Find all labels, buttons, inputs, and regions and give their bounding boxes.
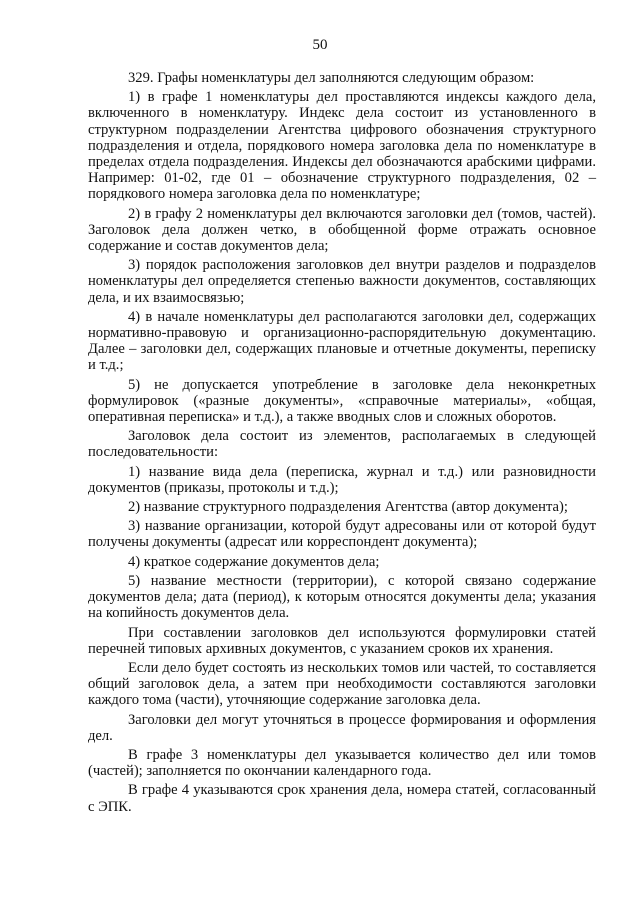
paragraph-item-3: 3) порядок расположения заголовков дел внутри разделов и подразделов номенклатуры дел определяется степенью важности документов, составляющих дела, и их взаимосвязью; xyxy=(88,257,596,306)
paragraph-column-3: В графе 3 номенклатуры дел указывается количество дел или томов (частей); заполняется по окончании календарного года. xyxy=(88,746,596,780)
paragraph-refinement: Заголовки дел могут уточняться в процессе формирования и оформления дел. xyxy=(88,711,596,744)
paragraph-329-intro: 329. Графы номенклатуры дел заполняются следующим образом: xyxy=(128,70,535,86)
paragraph-title-structure: Заголовок дела состоит из элементов, располагаемых в следующей последовательности: xyxy=(88,428,596,461)
paragraph-volumes: Если дело будет состоять из нескольких томов или частей, то составляется общий заголовок дела, а затем при необходимости составляются заголовки каждого тома (части), уточняющие содержание заголовка дела. xyxy=(88,659,596,709)
page-number: 50 xyxy=(312,37,328,53)
paragraph-item-4: 4) в начале номенклатуры дел располагаются заголовки дел, содержащих нормативно-правовую и организационно-распорядительную документацию. Далее – заголовки дел, содержащих плановые и отчетные документы, переписку и т.д.; xyxy=(88,308,596,374)
paragraph-column-4: В графе 4 указываются срок хранения дела, номера статей, согласованный с ЭПК. xyxy=(88,782,596,815)
paragraph-item-1: 1) в графе 1 номенклатуры дел проставляются индексы каждого дела, включенного в номенклатуру. Индекс дела состоит из установленного в структурном подразделении Агентства цифрового обозначения структурного подразделения и отдела, порядкового номера заголовка дела по номенклатуре в пределах отдела подразделения. Индексы дел обозначаются арабскими цифрами. Например: 01-02, где 01 – обозначение структурного подразделения, 02 – порядкового номера заголовка дела по номенклатуре; xyxy=(88,89,596,203)
paragraph-element-1: 1) название вида дела (переписка, журнал и т.д.) или разновидности документов (приказы, протоколы и т.д.); xyxy=(88,463,596,496)
paragraph-element-4: 4) краткое содержание документов дела; xyxy=(128,553,380,570)
paragraph-element-2: 2) название структурного подразделения Агентства (автор документа); xyxy=(128,499,568,516)
paragraph-item-2: 2) в графу 2 номенклатуры дел включаются заголовки дел (томов, частей). Заголовок дела должен четко, в обобщенной форме отражать основное содержание и состав документов дела; xyxy=(88,205,596,255)
paragraph-element-5: 5) название местности (территории), с которой связано содержание документов дела; дата (период), к которым относятся документы дела; указания на копийность документов дела. xyxy=(88,572,596,622)
paragraph-item-5: 5) не допускается употребление в заголовке дела неконкретных формулировок («разные документы», «справочные материалы», «общая, оперативная переписка» и т.д.), а также вводных слов и сложных оборотов. xyxy=(88,376,596,426)
document-body xyxy=(88,70,596,818)
paragraph-element-3: 3) название организации, которой будут адресованы или от которой будут получены документы (адресат или корреспондент документа); xyxy=(88,518,596,551)
paragraph-formulations: При составлении заголовков дел используются формулировки статей перечней типовых архивных документов, с указанием сроков их хранения. xyxy=(88,624,596,657)
